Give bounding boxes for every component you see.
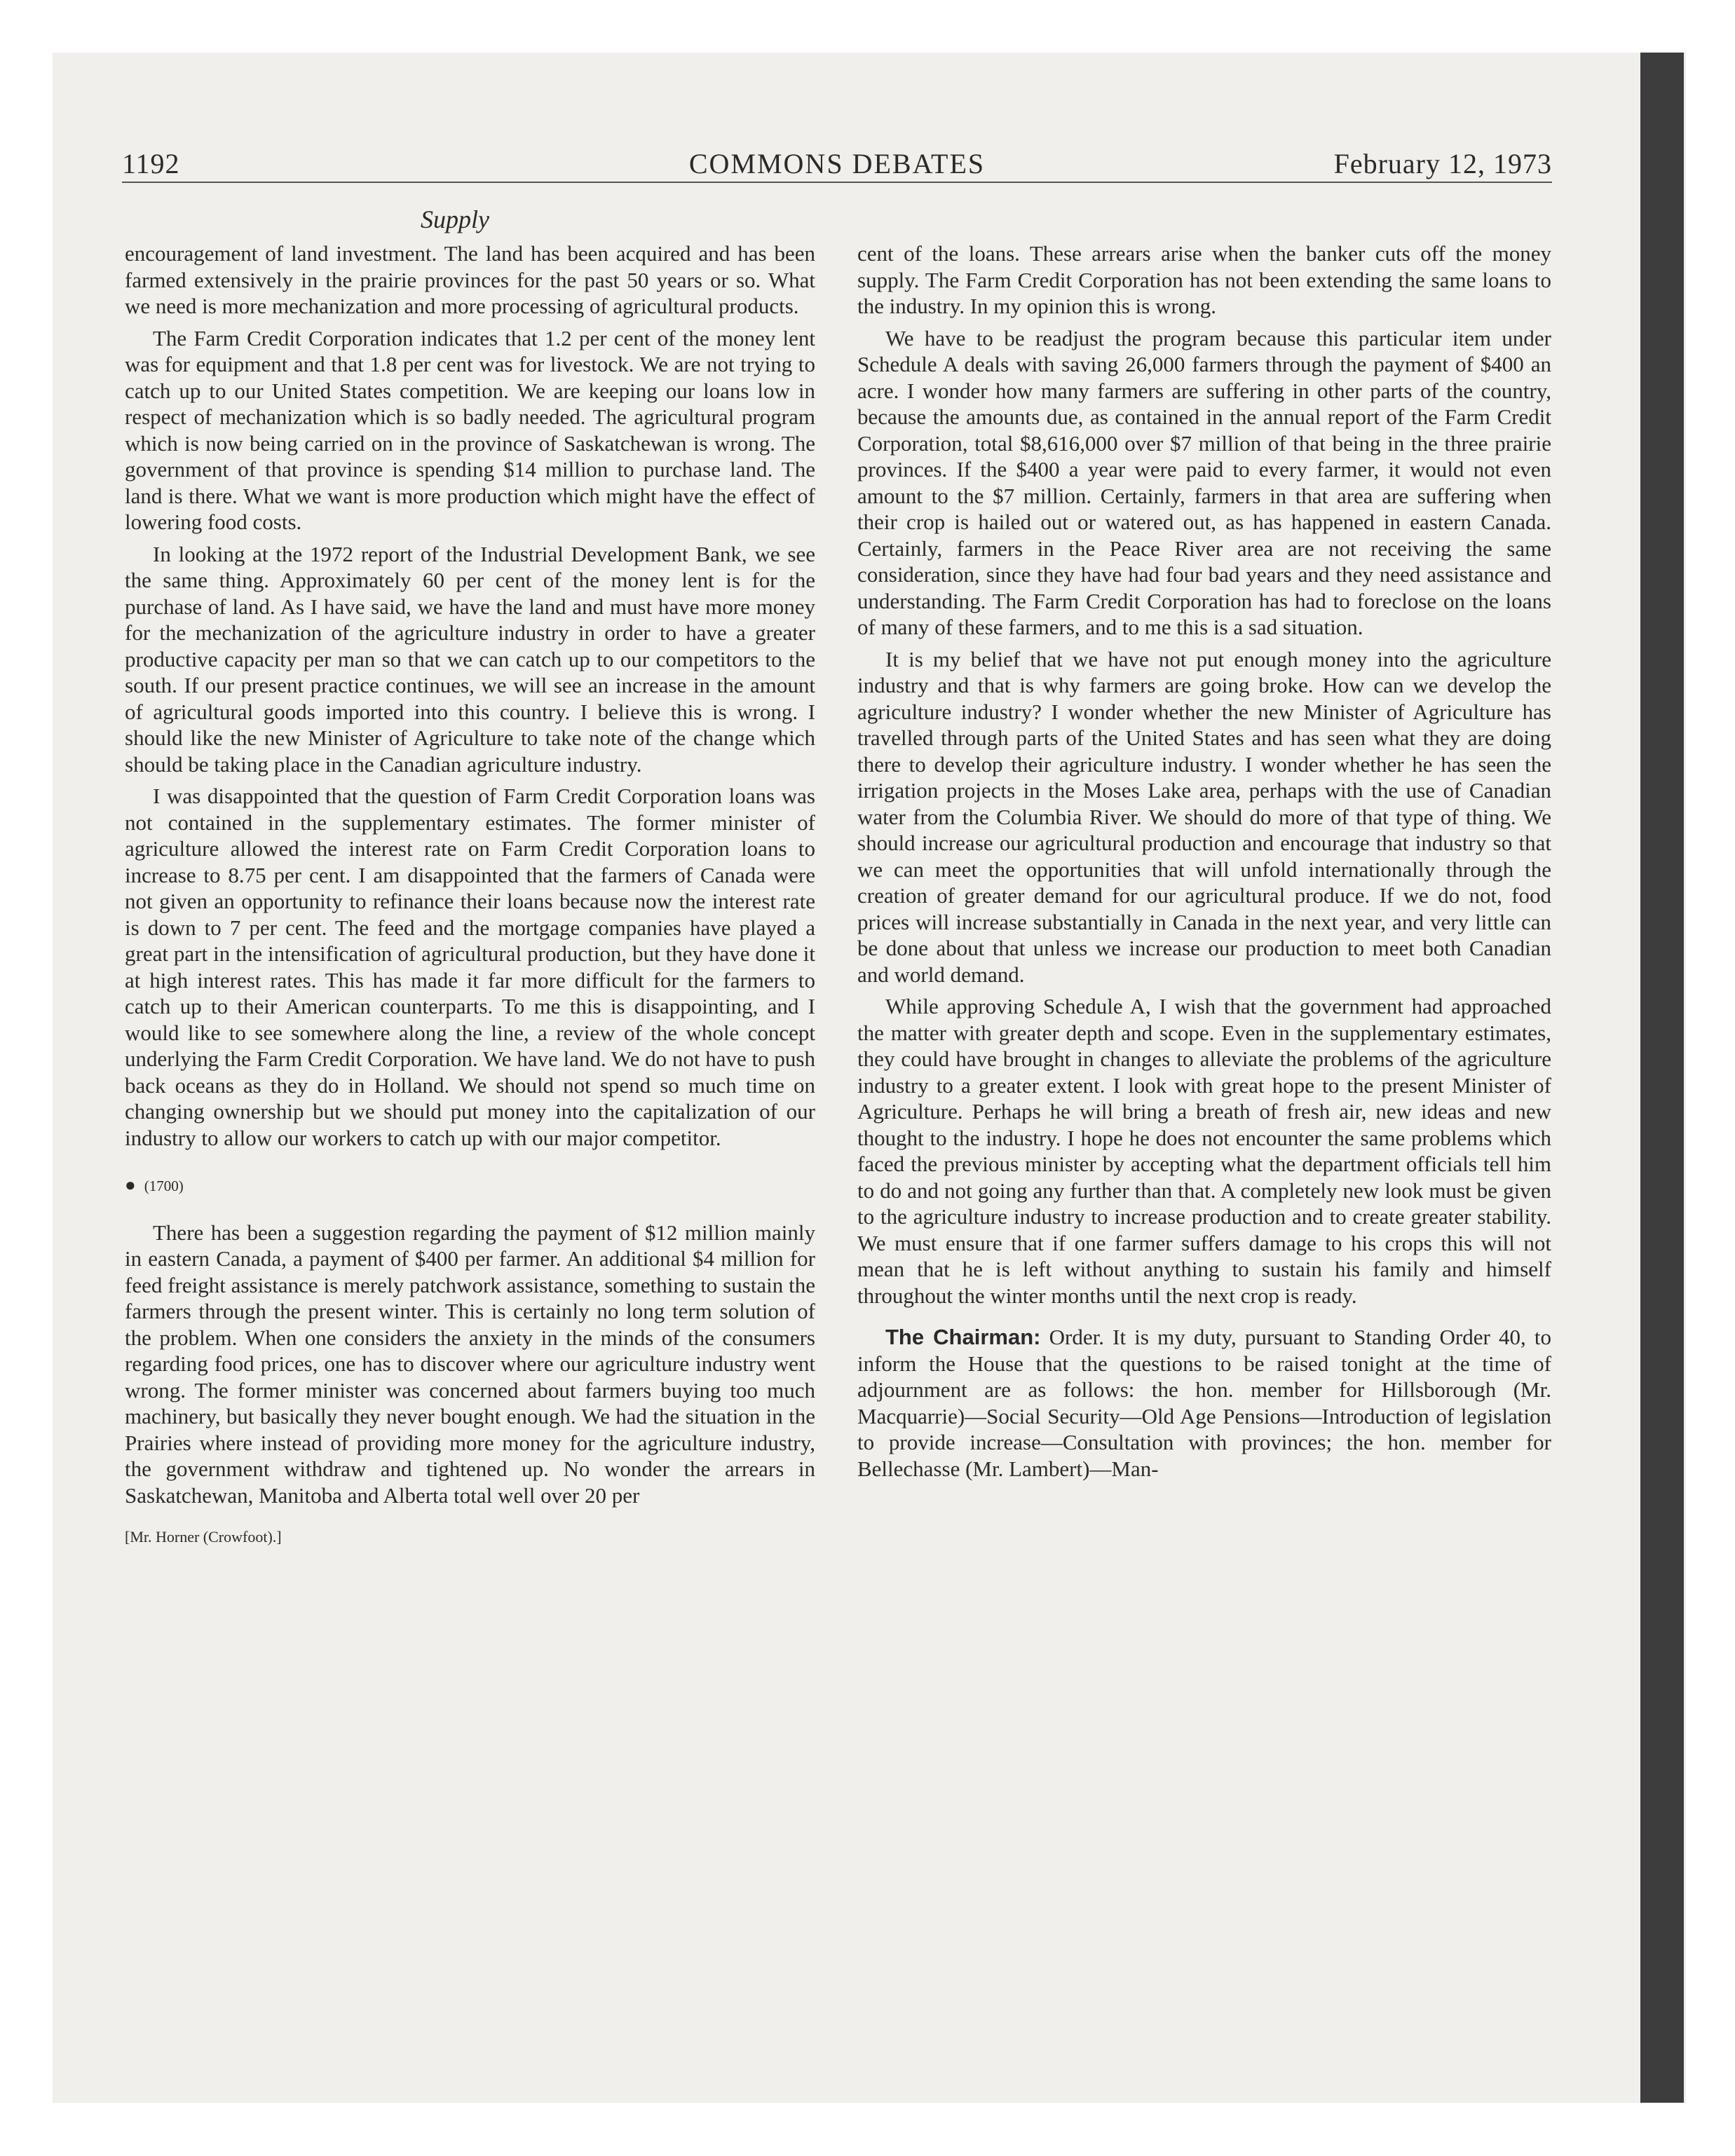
paragraph: It is my belief that we have not put enough money into the agriculture industry and that is why farmers are going broke. How can we develop the agriculture industry? I wonder whether the new Minister of Agriculture has travelled through parts of the United States and has seen what they are doing there to develop their agriculture industry. I wonder whether he has seen the irrigation projects in the Moses Lake area, perhaps with the use of Canadian water from the Columbia River. We should do more of that type of thing. We should increase our agricultural production and encourage that industry so that we can meet the opportunities that will unfold internationally through the creation of greater demand for our agricultural produce. If we do not, food prices will increase substantially in Canada in the next year, and very little can be done about that unless we increase our production to meet both Canadian and world demand. bbox=[857, 646, 1551, 987]
right-column bbox=[857, 240, 1551, 1487]
header-rule bbox=[122, 182, 1552, 183]
paragraph: In looking at the 1972 report of the Industrial Development Bank, we see the same thing. Approximately 60 per cent of the money lent is for the purchase of land. As I have said, we have the land and must have more money for the mechanization of the agriculture industry in order to have a greater productive capacity per man so that we can catch up to our competitors to the south. If our present practice continues, we will see an increase in the amount of agricultural goods imported into this country. I believe this is wrong. I should like the new Minister of Agriculture to take note of the change which should be taking place in the Canadian agriculture industry. bbox=[125, 541, 815, 777]
paragraph: The Farm Credit Corporation indicates that 1.2 per cent of the money lent was for equipment and that 1.8 per cent was for livestock. We are not trying to catch up to our United States competition. We are keeping our loans low in respect of mechanization which is so badly needed. The agricultural program which is now being carried on in the province of Saskatchewan is wrong. The government of that province is spending $14 million to purchase land. The land is there. What we want is more production which might have the effect of lowering food costs. bbox=[125, 325, 815, 534]
paragraph: While approving Schedule A, I wish that the government had approached the matter with greater depth and scope. Even in the supplementary estimates, they could have brought in changes to alleviate the problems of the agriculture industry to a greater extent. I look with great hope to the present Minister of Agriculture. Perhaps he will bring a breath of fresh air, new ideas and new thought to the industry. I hope he does not encounter the same problems which faced the previous minister by accepting what the department officials tell him to do and not going any further than that. A completely new look must be given to the agriculture industry to increase production and to create greater stability. We must ensure that if one farmer suffers damage to his crops this will not mean that he is left without anything to sustain his family and himself throughout the winter months until the next crop is ready. bbox=[857, 994, 1551, 1308]
issue-date: February 12, 1973 bbox=[1333, 148, 1552, 179]
time-marker-label: (1700) bbox=[144, 1178, 184, 1194]
publication-title: COMMONS DEBATES bbox=[688, 148, 986, 179]
page-header bbox=[122, 147, 1552, 184]
chairman-text: Order. It is my duty, pursuant to Standing Order 40, to inform the House that the questions to be raised tonight at the time of adjournment are as follows: the hon. member for Hillsborough (Mr. Macquarrie)—Social Security—Old Age Pensions—Introduction of legislation to provide increase—Consultation with provinces; the hon. member for Bellechasse (Mr. Lambert)—Man- bbox=[857, 1325, 1551, 1481]
speaker-label: The Chairman: bbox=[885, 1325, 1041, 1349]
speaker-attribution: [Mr. Horner (Crowfoot).] bbox=[125, 1528, 282, 1546]
left-column bbox=[125, 240, 815, 1550]
paragraph: There has been a suggestion regarding the payment of $12 million mainly in eastern Canada, a payment of $400 per farmer. An additional $4 million for feed freight assistance is merely patchwork assistance, something to sustain the farmers through the present winter. This is certainly no long term solution of the problem. When one considers the anxiety in the minds of the consumers regarding food prices, one has to discover where our agriculture industry went wrong. The former minister was concerned about farmers buying too much machinery, but basically they never bought enough. We had the situation in the Prairies where instead of providing more money for the agriculture industry, the government withdraw and tightened up. No wonder the arrears in Saskatchewan, Manitoba and Alberta total well over 20 per bbox=[125, 1220, 815, 1508]
paragraph: encouragement of land investment. The land has been acquired and has been farmed extensively in the prairie provinces for the past 50 years or so. What we need is more mechanization and more processing of agricultural products. bbox=[125, 241, 815, 318]
section-title: Supply bbox=[421, 205, 489, 233]
bullet-icon: ● bbox=[125, 1175, 136, 1195]
paragraph: We have to be readjust the program because this particular item under Schedule A deals with saving 26,000 farmers through the payment of $400 an acre. I wonder how many farmers are suffering in other parts of the country, because the amounts due, as contained in the annual report of the Farm Credit Corporation, total $8,616,000 over $7 million of that being in the three prairie provinces. If the $400 a year were paid to every farmer, it would not even amount to the $7 million. Certainly, farmers in that area are suffering when their crop is hailed out or watered out, as has happened in eastern Canada. Certainly, farmers in the Peace River area are not receiving the same consideration, since they have had four bad years and they need assistance and understanding. The Farm Credit Corporation has had to foreclose on the loans of many of these farmers, and to me this is a sad situation. bbox=[857, 325, 1551, 639]
paragraph: cent of the loans. These arrears arise when the banker cuts off the money supply. The Farm Credit Corporation has not been extending the same loans to the industry. In my opinion this is wrong. bbox=[857, 241, 1551, 318]
chairman-paragraph bbox=[857, 1324, 1551, 1482]
page-number: 1192 bbox=[122, 148, 180, 179]
scan-edge-bar bbox=[1640, 53, 1684, 2103]
time-marker bbox=[125, 1172, 815, 1200]
paragraph: I was disappointed that the question of Farm Credit Corporation loans was not contained in the supplementary estimates. The former minister of agriculture allowed the interest rate on Farm Credit Corporation loans to increase to 8.75 per cent. I am disappointed that the farmers of Canada were not given an opportunity to refinance their loans because now the interest rate is down to 7 per cent. The feed and the mortgage companies have played a great part in the intensification of agricultural production, but they have done it at high interest rates. This has made it far more difficult for the farmers to catch up to their American counterparts. To me this is disappointing, and I would like to see somewhere along the line, a review of the whole concept underlying the Farm Credit Corporation. We have land. We do not have to push back oceans as they do in Holland. We should not spend so much time on changing ownership but we should put money into the capitalization of our industry to allow our workers to catch up with our major competitor. bbox=[125, 784, 815, 1150]
